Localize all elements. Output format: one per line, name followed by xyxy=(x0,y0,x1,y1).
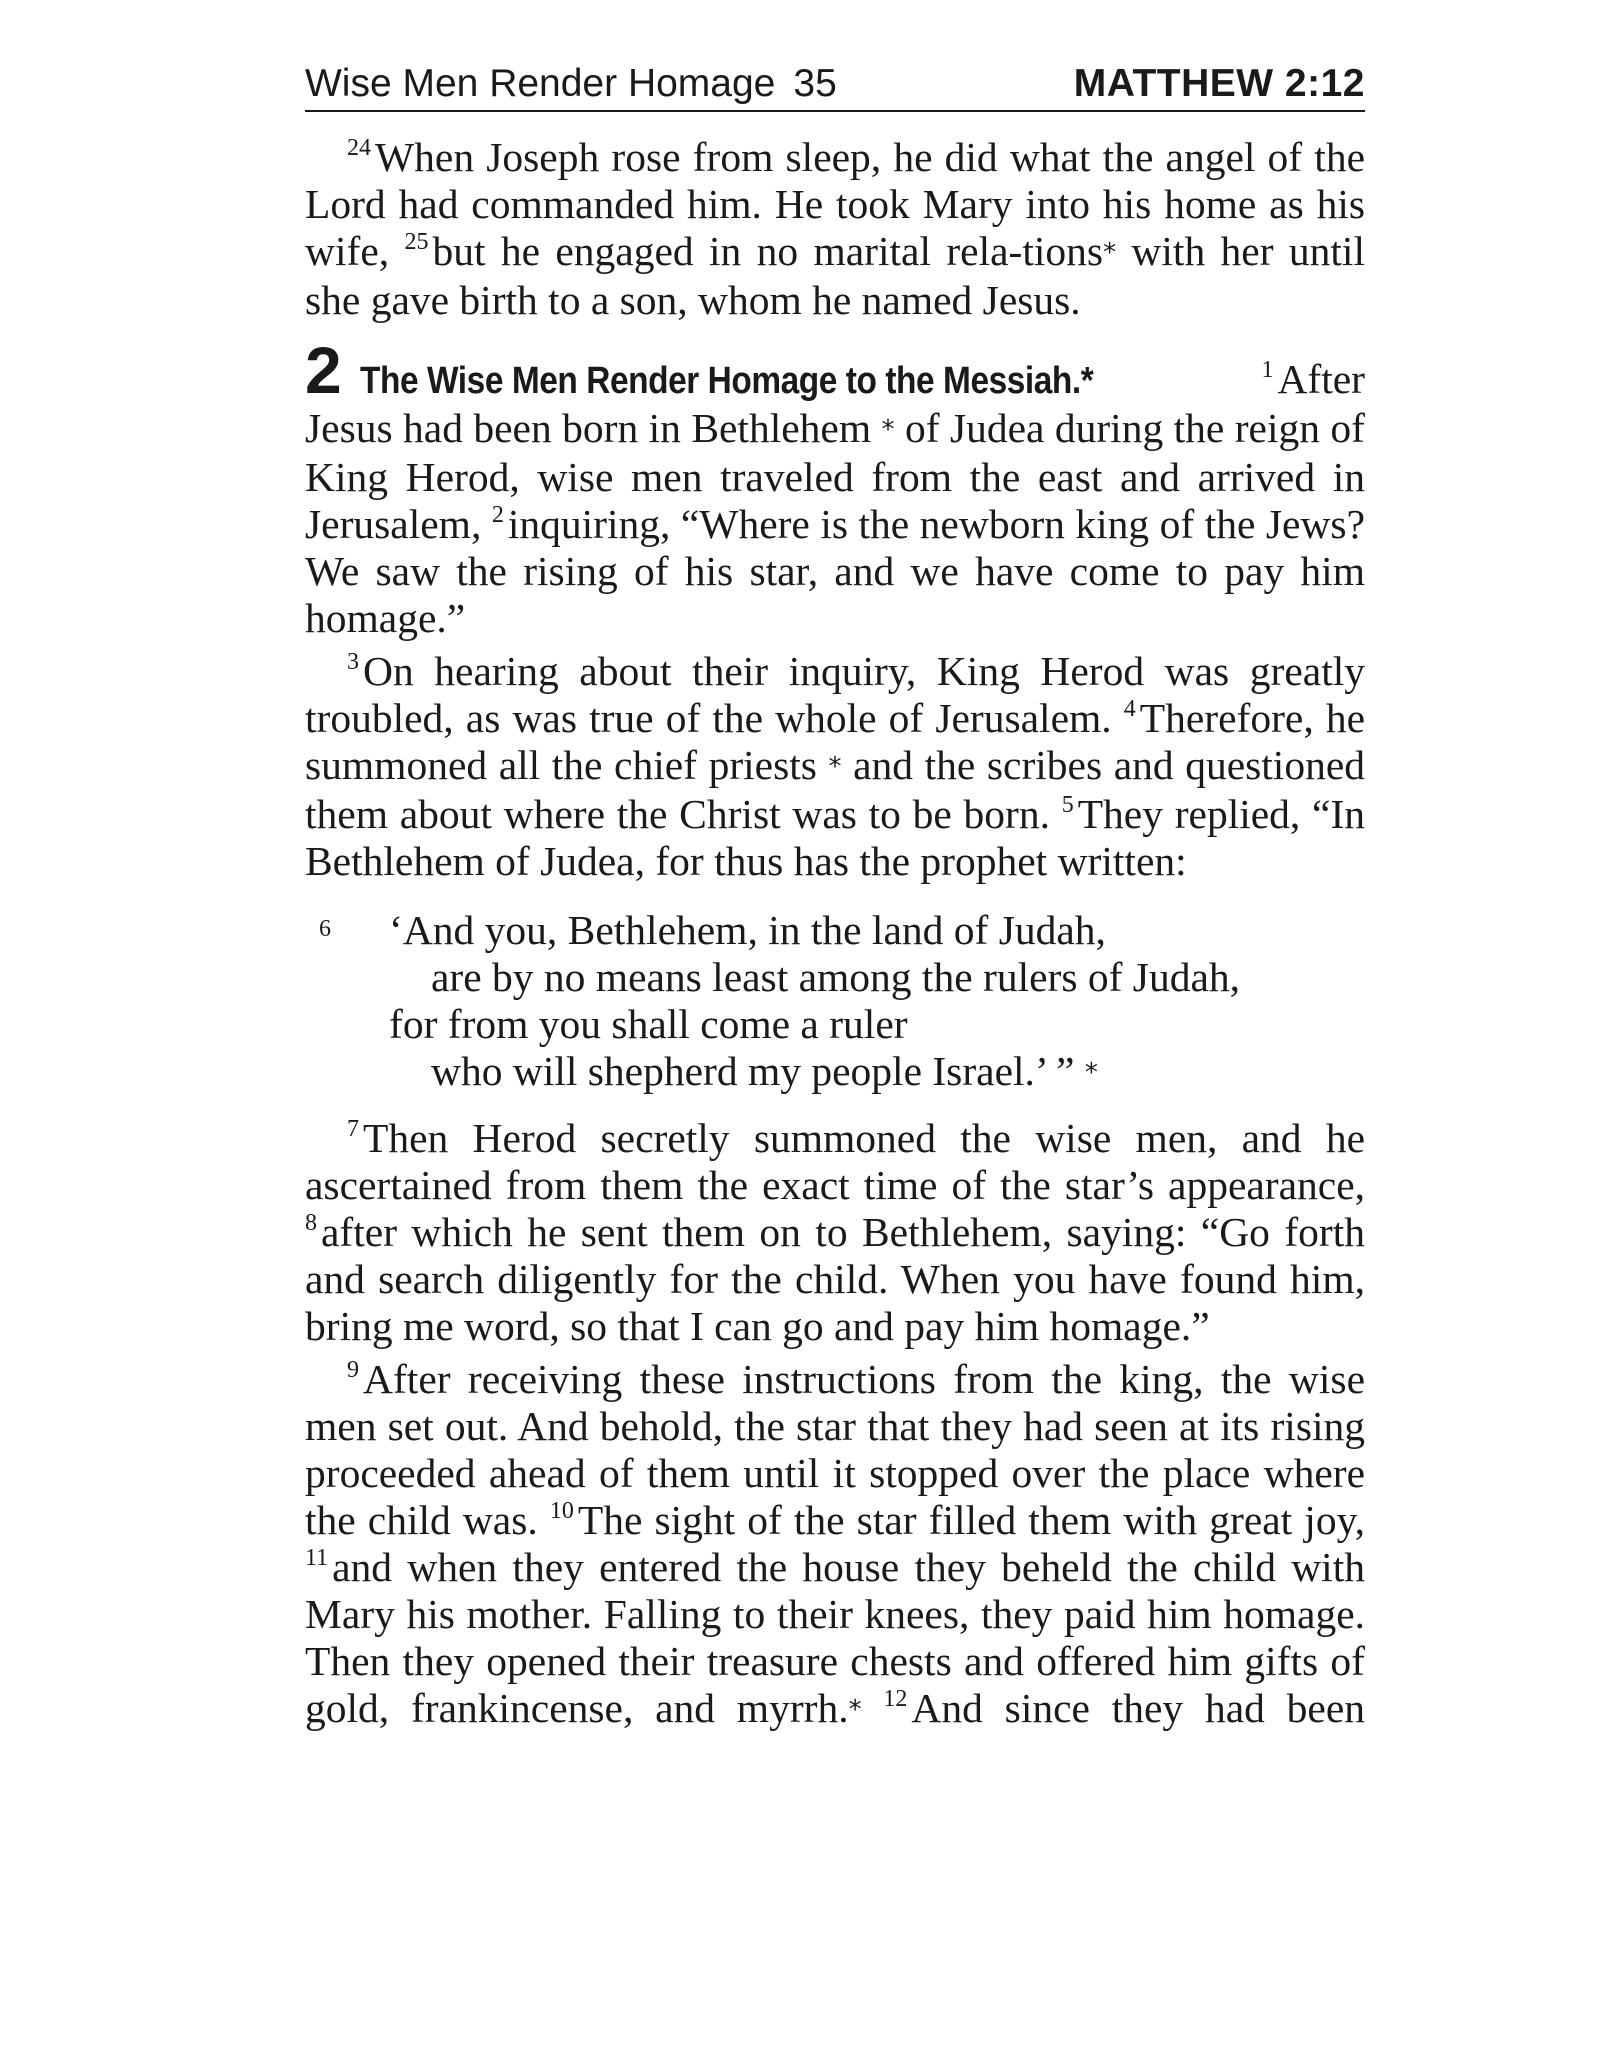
verse-number: 5 xyxy=(1061,792,1074,818)
chapter-heading xyxy=(360,358,1093,405)
poetry-line-last xyxy=(305,1048,1365,1097)
verse-number: 24 xyxy=(347,135,371,161)
verse-number: 11 xyxy=(305,1545,329,1571)
paragraph-chapter-2-start xyxy=(305,333,1365,642)
verse-number: 10 xyxy=(549,1498,574,1524)
verse-number: 7 xyxy=(347,1116,359,1142)
paragraph-verses-24-25 xyxy=(305,134,1365,324)
section-title: Wise Men Render Homage xyxy=(305,62,776,105)
chapter-heading-text: The Wise Men Render Homage to the Messiah. xyxy=(359,360,1081,402)
verse-number: 4 xyxy=(1123,696,1136,722)
verse-text: and when they entered the house they beheld the child with Mary his mother. Falling to their knees, they paid him homage. Then they opened their treasure chests and offered him gifts of gold, frankincense, and myrrh. xyxy=(305,1544,1365,1731)
verse-number: 3 xyxy=(347,649,359,675)
verse-text: Therefore, he summoned all the chief priests xyxy=(305,695,1365,788)
verse-number: 1 xyxy=(1261,357,1274,383)
verse-text: The sight of the star filled them with great joy, xyxy=(577,1497,1365,1543)
verse-text: of Judea during the reign of King Herod, wise men traveled from the east and arrived in Jerusalem, xyxy=(305,405,1365,547)
verse-number: 12 xyxy=(883,1686,908,1712)
verse-text: after which he sent them on to Bethlehem, saying: “Go forth and search diligently for the child. When you have found him, bring me word, so that I can go and pay him homage.” xyxy=(305,1209,1365,1349)
verse-text: And since they had been xyxy=(911,1685,1366,1731)
poetry-line: ‘And you, Bethlehem, in the land of Judah, xyxy=(389,907,1106,953)
verse-number: 9 xyxy=(347,1357,359,1383)
poetry-quotation xyxy=(305,907,1365,1097)
chapter-verse-reference: MATTHEW 2:12 xyxy=(1073,62,1365,105)
footnote-marker[interactable]: * xyxy=(848,1695,862,1725)
verse-text: but he engaged in no marital rela-tions xyxy=(432,228,1104,274)
verse-text: After receiving these instructions from the king, the wise men set out. And behold, the star that they had seen at its rising proceeded ahead of them until it stopped over the place where the child was. xyxy=(305,1356,1365,1543)
verse-number: 6 xyxy=(319,916,331,942)
verse-number: 25 xyxy=(404,229,429,255)
bible-page xyxy=(305,55,1365,1740)
footnote-marker[interactable]: * xyxy=(1084,1058,1098,1088)
verse-text: After Jesus had been born in Bethlehem xyxy=(305,356,1365,451)
verse-number: 2 xyxy=(491,502,504,528)
verse-text: inquiring, “Where is the newborn king of the Jews? We saw the rising of his star, and we have come to pay him homage.” xyxy=(305,501,1365,641)
paragraph-verses-9-12 xyxy=(305,1356,1365,1734)
chapter-number: 2 xyxy=(305,333,342,407)
scripture-text xyxy=(305,134,1365,1734)
verse-text: and the scribes and questioned them about where the Christ was to be born. xyxy=(305,742,1366,837)
paragraph-verses-7-8 xyxy=(305,1115,1365,1350)
poetry-line: are by no means least among the rulers of Judah, xyxy=(431,954,1241,1000)
verse-text: On hearing about their inquiry, King Herod was greatly troubled, as was true of the whole of Jerusalem. xyxy=(305,648,1365,741)
verse-text: They replied, “In Bethlehem of Judea, for thus has the prophet written: xyxy=(305,791,1366,884)
footnote-marker[interactable]: * xyxy=(881,415,895,445)
running-head-left xyxy=(305,61,837,107)
verse-text: When Joseph rose from sleep, he did what the angel of the Lord had commanded him. He took Mary into his home as his wife, xyxy=(305,134,1365,274)
verse-text: Then Herod secretly summoned the wise men, and he ascertained from them the exact time of the star’s appearance, xyxy=(305,1115,1365,1208)
paragraph-verses-3-5 xyxy=(305,648,1365,885)
verse-text: with her until she gave birth to a son, whom he named Jesus. xyxy=(305,228,1365,323)
poetry-line: for from you shall come a ruler xyxy=(389,1001,908,1047)
running-head xyxy=(305,55,1365,112)
footnote-marker[interactable]: * xyxy=(1080,360,1094,402)
page-number: 35 xyxy=(793,62,837,105)
poetry-line-text: who will shepherd my people Israel.’ ” xyxy=(431,1048,1085,1094)
verse-number: 8 xyxy=(305,1210,317,1236)
footnote-marker[interactable]: * xyxy=(1103,238,1117,268)
footnote-marker[interactable]: * xyxy=(828,752,842,782)
